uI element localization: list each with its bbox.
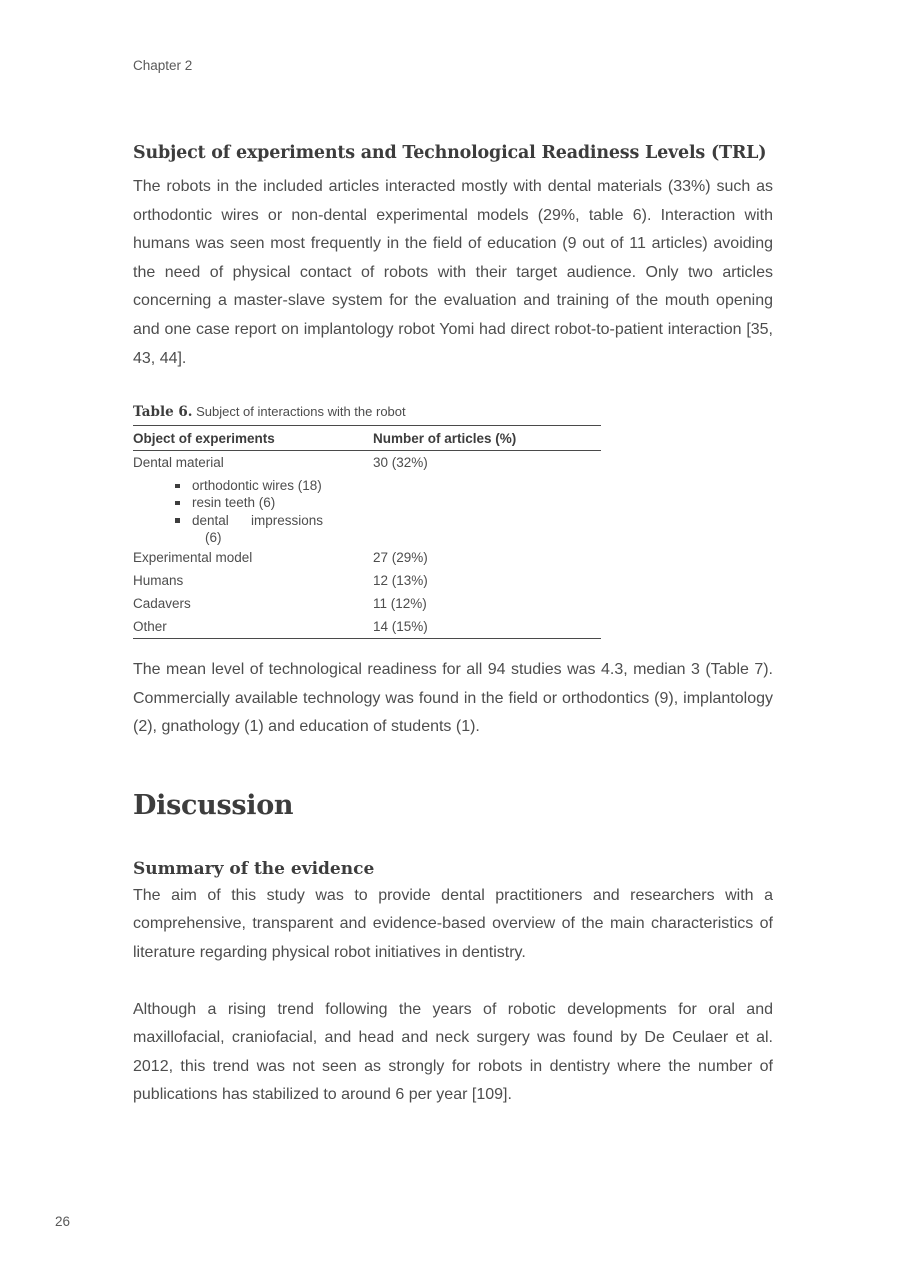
cell-value: 27 (29%) [373,549,428,565]
table-6 [133,425,601,639]
list-item-label: orthodontic wires (18) [192,478,322,494]
table-row-experimental-model [133,546,601,569]
list-item-label: resin teeth (6) [192,495,276,511]
table-header-row [133,426,601,451]
paragraph-trl-mean: The mean level of technological readiness for all 94 studies was 4.3, median 3 (Table 7). Commercially available technology was found in the field or orthodontics (9), implantology (2), gnathology (1) and education of students (1). [133,660,773,736]
page-content [133,0,773,1110]
table-row-other [133,615,601,639]
list-item [192,512,323,546]
row-label: Other [133,618,167,634]
table-row-cadavers [133,592,601,615]
square-bullet-icon [175,501,180,506]
column-header-object: Object of experiments [133,426,373,451]
cell-value: 14 (15%) [373,618,428,634]
list-item-label: dental impressions (6) [192,512,323,545]
row-label: Humans [133,572,184,588]
dental-material-sublist [133,477,373,546]
paragraph-study-aim: The aim of this study was to provide dental practitioners and researchers with a comprehensive, transparent and evidence-based overview of the main characteristics of literature regarding physical robot initiatives in dentistry. [133,886,773,961]
page-number: 26 [55,1214,71,1229]
row-label: Dental material [133,455,224,471]
square-bullet-icon [175,484,180,489]
table-6-caption-text: Subject of interactions with the robot [192,404,406,420]
table-row-humans [133,569,601,592]
table-row-dental-material [133,451,601,546]
cell-value: 12 (13%) [373,572,428,588]
running-header-chapter: Chapter 2 [133,58,193,73]
list-item [192,494,323,511]
row-label: Cadavers [133,595,191,611]
paragraph-subject-of-experiments: The robots in the included articles interacted mostly with dental materials (33%) such as orthodontic wires or non-dental experimental models (29%, table 6). Interaction with humans was seen most frequently in the field of education (9 out of 11 articles) avoiding the need of physical contact of robots with their target audience. Only two articles concerning a master-slave system for the evaluation and training of the mouth opening and one case report on implantology robot Yomi had direct robot-to-patient interaction [35, 43, 44]. [133,178,773,367]
table-6-caption-label: Table 6. [133,404,193,421]
discussion-heading: Discussion [133,789,294,821]
row-label: Experimental model [133,549,253,565]
square-bullet-icon [175,518,180,523]
list-item [192,477,323,494]
cell-dental-material [133,451,373,546]
cell-value: 11 (12%) [373,595,427,611]
table-6-caption [133,403,773,421]
cell-value: 30 (32%) [373,455,428,471]
section-heading-trl: Subject of experiments and Technological Readiness Levels (TRL) [133,143,767,163]
paragraph-rising-trend: Although a rising trend following the years of robotic developments for oral and maxillofacial, craniofacial, and head and neck surgery was found by De Ceulaer et al. 2012, this trend was not seen as strongly for robots in dentistry where the number of publications has stabilized to around 6 per year [109]. [133,1000,773,1104]
column-header-number: Number of articles (%) [373,426,601,451]
summary-subheading: Summary of the evidence [133,858,375,879]
